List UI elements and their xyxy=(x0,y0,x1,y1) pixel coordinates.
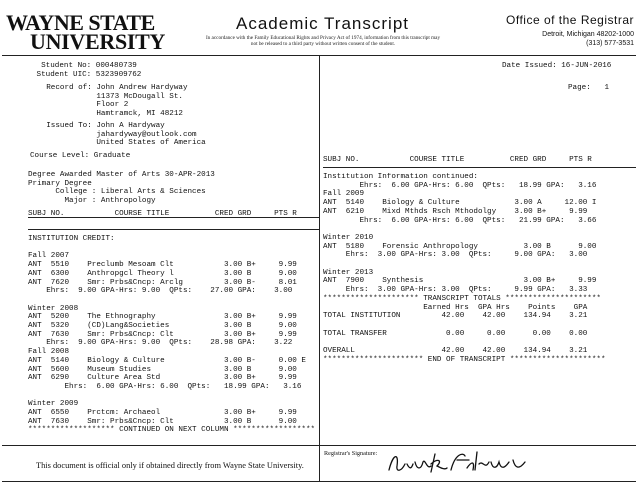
office-address: Detroit, Michigan 48202-1000 xyxy=(542,31,634,38)
registrar-signature xyxy=(385,448,545,478)
student-ids: Student No: 000480739 Student UIC: 5323909762 xyxy=(36,62,142,79)
center-divider xyxy=(319,55,320,482)
signature-label: Registrar's Signature: xyxy=(324,450,378,457)
degree-block: Degree Awarded Master of Arts 30-APR-2013 Primary Degree College : Liberal Arts & Sciences Major : Anthropology xyxy=(28,171,215,206)
right-column-header: SUBJ NO. COURSE TITLE CRED GRD PTS R xyxy=(323,156,592,164)
course-level: Course Level: Graduate xyxy=(30,152,131,160)
left-column-header: SUBJ NO. COURSE TITLE CRED GRD PTS R xyxy=(28,210,297,218)
office-address-block xyxy=(470,30,634,48)
page-number: Page: 1 xyxy=(568,84,610,92)
left-footer-rule xyxy=(2,445,319,446)
bottom-rule xyxy=(2,481,636,482)
right-course-list: Institution Information continued: Ehrs: 6.00 GPA-Hrs: 6.00 QPts: 18.99 GPA: 3.16 Fall 2009 ANT 5140 Biology & Culture 3.00 A 12.00 I ANT 6210 Mixd Mthds Rsch Mthodolgy 3.00 B+ 9.99 Ehrs: 6.00 GPA-Hrs: 6.00 QPts: 21.99 GPA: 3.66 Winter 2010 ANT 5180 Forensic Anthropology 3.00 B 9.00 Ehrs: 3.00 GPA-Hrs: 3.00 QPts: 9.00 GPA: 3.00 Winter 2013 ANT 7900 Synthesis 3.00 B+ 9.99 Ehrs: 3.00 GPA-Hrs: 3.00 QPts: 9.99 GPA: 3.33 ********************* TRANSCRIPT TOTALS ********************* Earned Hrs GPA Hrs Points GPA TOTAL INSTITUTION 42.00 42.00 134.94 3.21 TOTAL TRANSFER 0.00 0.00 0.00 0.00 OVERALL 42.00 42.00 134.94 3.21 ********************** END OF TRANSCRIPT ********************* xyxy=(323,173,606,364)
right-header-rule xyxy=(323,167,636,168)
ferpa-notice: In accordance with the Family Educational Rights and Privacy Act of 1974, information from this transcript may not be released to a third party without written consent of the student. xyxy=(205,35,441,47)
official-notice: This document is official only if obtained directly from Wayne State University. xyxy=(36,461,304,470)
right-footer-rule xyxy=(319,445,636,446)
page-title: Academic Transcript xyxy=(236,14,409,33)
logo-wayne-state: WAYNE STATE xyxy=(6,10,155,35)
logo-university: UNIVERSITY xyxy=(30,29,166,54)
record-of-address: Record of: John Andrew Hardyway 11373 McDougall St. Floor 2 Hamtramck, MI 48212 xyxy=(46,84,188,119)
left-course-list: INSTITUTION CREDIT: Fall 2007 ANT 5510 Preclumb Mesoam Clt 3.00 B+ 9.99 ANT 6300 Anthropgcl Theory l 3.00 B 9.00 ANT 7620 Smr: Prbs&Cncp: Arclg 3.00 B- 8.01 Ehrs: 9.00 GPA-Hrs: 9.00 QPts: 27.00 GPA: 3.00 Winter 2008 ANT 5200 The Ethnography 3.00 B+ 9.99 ANT 5320 (CD)Lang&Societies 3.00 B 9.00 ANT 7630 Smr: Prbs&Cncp: Clt 3.00 B+ 9.99 Ehrs: 9.00 GPA-Hrs: 9.00 QPts: 28.98 GPA: 3.22 Fall 2008 ANT 5140 Biology & Culture 3.00 B- 0.00 E ANT 5600 Museum Studies 3.00 B 9.00 ANT 6290 Culture Area Std 3.00 B+ 9.99 Ehrs: 6.00 GPA-Hrs: 6.00 QPts: 18.99 GPA: 3.16 Winter 2009 ANT 6550 Prctcm: Archaeol 3.00 B+ 9.99 ANT 7630 Smr: Prbs&Cncp: Clt 3.00 B 9.00 ******************* CONTINUED ON NEXT COLUMN ****************** xyxy=(28,235,316,435)
office-phone: (313) 577-3531 xyxy=(586,40,634,47)
date-issued: Date Issued: 16-JUN-2016 xyxy=(502,62,612,70)
left-header-rule xyxy=(28,229,319,230)
issued-to-block: Issued To: John A Hardyway jahardyway@outlook.com United States of America xyxy=(46,122,206,148)
office-title: Office of the Registrar xyxy=(506,13,634,27)
